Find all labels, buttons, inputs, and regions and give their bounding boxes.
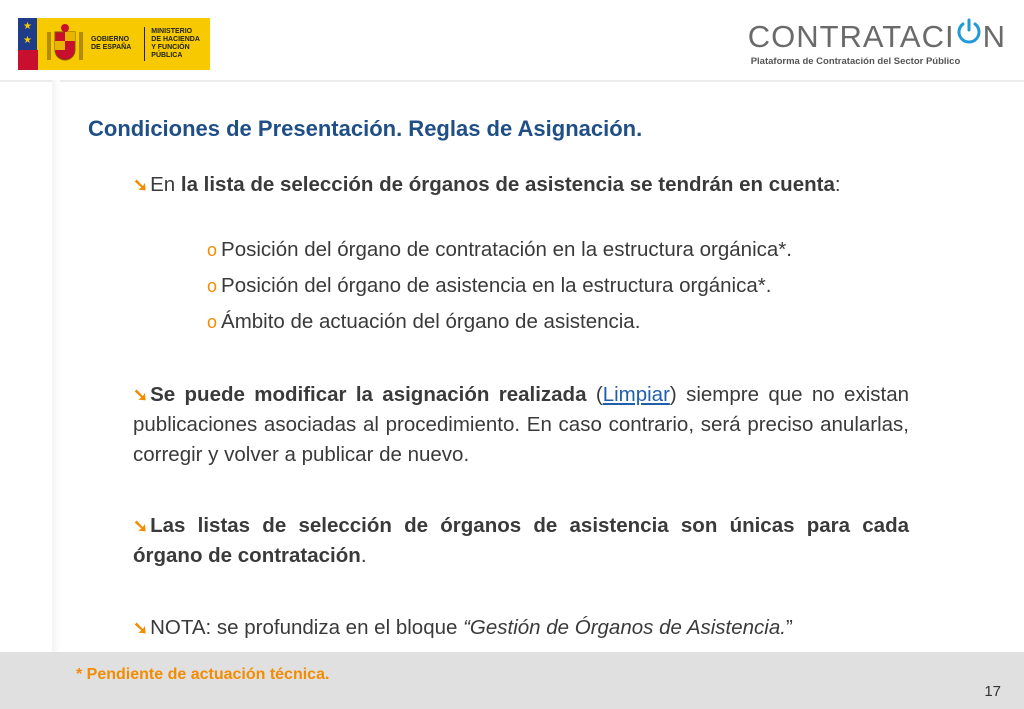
- ministry-text: MINISTERIO DE HACIENDA Y FUNCIÓN PÚBLICA: [151, 28, 200, 59]
- star-icon: ★: [23, 21, 32, 32]
- footnote: * Pendiente de actuación técnica.: [76, 666, 330, 683]
- circle-bullet-icon: o: [207, 312, 218, 332]
- power-icon: [956, 18, 982, 50]
- coat-of-arms-icon: [43, 22, 87, 66]
- arrow-bullet-icon: ➘: [133, 618, 149, 638]
- left-accent-bar: [52, 80, 60, 652]
- arrow-bullet-icon: ➘: [133, 516, 149, 536]
- bullet-1: ➘En la lista de selección de órganos de asistencia se tendrán en cuenta:: [133, 173, 841, 196]
- bullet-2: ➘Se puede modificar la asignación realizada (Limpiar) siempre que no existan publicaciones asociadas al procedimiento. En caso contrario, será preciso anularlas, corregir y volver a publicar de nuevo.: [133, 383, 910, 466]
- header: [0, 0, 1024, 82]
- sub-item-3: o Ámbito de actuación del órgano de asistencia.: [207, 310, 641, 333]
- gov-logo-text: GOBIERNO DE ESPAÑA: [90, 36, 132, 51]
- arrow-bullet-icon: ➘: [133, 385, 149, 405]
- contratacion-logo-word-end: N: [982, 19, 1006, 54]
- bullet-4: ➘NOTA: se profundiza en el bloque “Gestión de Órganos de Asistencia.”: [133, 616, 793, 639]
- circle-bullet-icon: o: [207, 240, 218, 260]
- arrow-bullet-icon: ➘: [133, 175, 149, 195]
- eu-flag-strip: [18, 18, 37, 70]
- circle-bullet-icon: o: [207, 276, 218, 296]
- sub-item-1: o Posición del órgano de contratación en la estructura orgánica*.: [207, 238, 792, 261]
- star-icon: ★: [23, 35, 32, 46]
- bullet-3: ➘Las listas de selección de órganos de asistencia son únicas para cada órgano de contratación.: [133, 514, 909, 567]
- sub-item-2: o Posición del órgano de asistencia en la estructura orgánica*.: [207, 274, 772, 297]
- contratacion-logo-word: CONTRATACI: [747, 19, 955, 54]
- contratacion-subtitle: Plataforma de Contratación del Sector Público: [750, 56, 961, 67]
- gov-logo: [18, 18, 210, 70]
- contratacion-logo: [748, 18, 1006, 67]
- slide-title: Condiciones de Presentación. Reglas de Asignación.: [88, 116, 643, 141]
- limpiar-link[interactable]: Limpiar: [602, 383, 670, 406]
- page-number: 17: [984, 683, 1001, 700]
